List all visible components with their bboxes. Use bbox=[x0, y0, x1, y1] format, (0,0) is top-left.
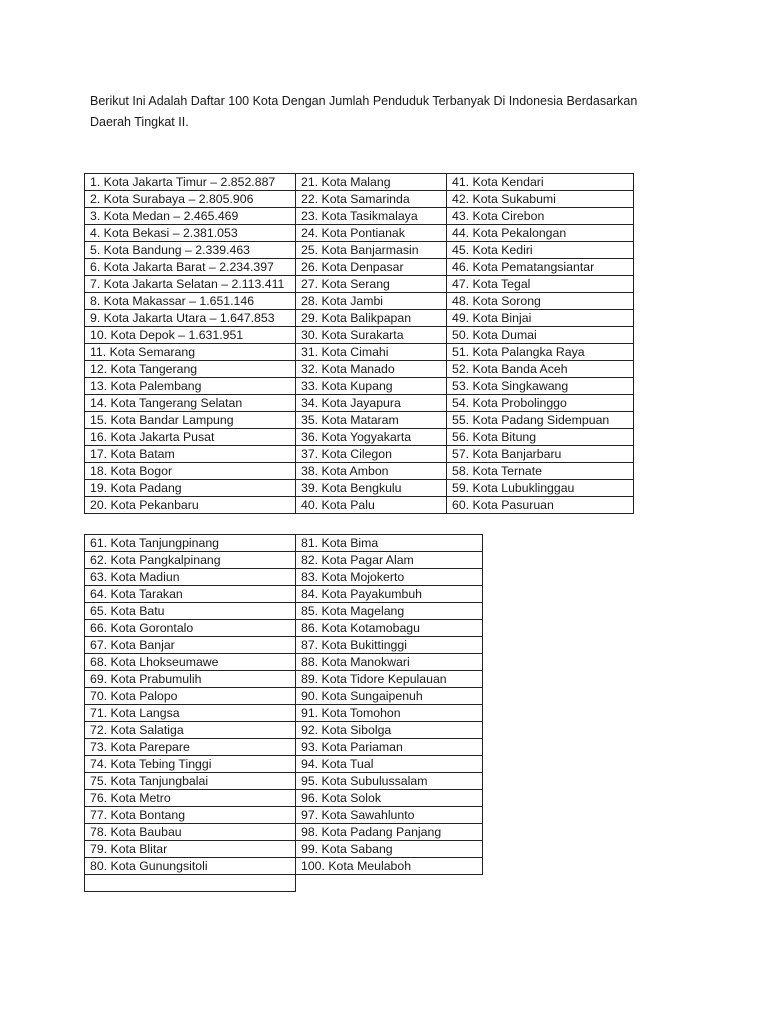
table-row bbox=[85, 586, 483, 603]
table-cell: 63. Kota Madiun bbox=[85, 569, 296, 586]
intro-line-1: Berikut Ini Adalah Daftar 100 Kota Dengan Jumlah Penduduk Terbanyak Di Indonesia Berdasarkan bbox=[90, 94, 638, 108]
table-row bbox=[85, 242, 634, 259]
table-cell: 25. Kota Banjarmasin bbox=[296, 242, 447, 259]
table-cell: 1. Kota Jakarta Timur – 2.852.887 bbox=[85, 174, 296, 191]
table-cell: 79. Kota Blitar bbox=[85, 841, 296, 858]
table-cell: 68. Kota Lhokseumawe bbox=[85, 654, 296, 671]
table-cell: 47. Kota Tegal bbox=[447, 276, 634, 293]
table-cell: 76. Kota Metro bbox=[85, 790, 296, 807]
table-cell: 82. Kota Pagar Alam bbox=[296, 552, 483, 569]
table-cell: 77. Kota Bontang bbox=[85, 807, 296, 824]
table-row bbox=[85, 790, 483, 807]
table-row bbox=[85, 620, 483, 637]
city-table-61-100 bbox=[84, 534, 483, 892]
table-cell: 55. Kota Padang Sidempuan bbox=[447, 412, 634, 429]
table-row-empty bbox=[85, 875, 483, 892]
city-table-1-60-body bbox=[85, 174, 634, 514]
table-row bbox=[85, 191, 634, 208]
table-cell: 40. Kota Palu bbox=[296, 497, 447, 514]
table-cell: 86. Kota Kotamobagu bbox=[296, 620, 483, 637]
table-row bbox=[85, 705, 483, 722]
table-cell: 90. Kota Sungaipenuh bbox=[296, 688, 483, 705]
table-cell: 91. Kota Tomohon bbox=[296, 705, 483, 722]
table-row bbox=[85, 293, 634, 310]
table-cell: 14. Kota Tangerang Selatan bbox=[85, 395, 296, 412]
table-cell: 99. Kota Sabang bbox=[296, 841, 483, 858]
table-cell: 75. Kota Tanjungbalai bbox=[85, 773, 296, 790]
table-cell: 33. Kota Kupang bbox=[296, 378, 447, 395]
table-row bbox=[85, 327, 634, 344]
table-row bbox=[85, 688, 483, 705]
table-row bbox=[85, 225, 634, 242]
table-cell: 100. Kota Meulaboh bbox=[296, 858, 483, 875]
table-cell: 23. Kota Tasikmalaya bbox=[296, 208, 447, 225]
table-row bbox=[85, 361, 634, 378]
table-row bbox=[85, 174, 634, 191]
table-cell: 27. Kota Serang bbox=[296, 276, 447, 293]
table-cell: 84. Kota Payakumbuh bbox=[296, 586, 483, 603]
table-cell: 9. Kota Jakarta Utara – 1.647.853 bbox=[85, 310, 296, 327]
table-cell: 18. Kota Bogor bbox=[85, 463, 296, 480]
table-cell: 30. Kota Surakarta bbox=[296, 327, 447, 344]
table-cell: 78. Kota Baubau bbox=[85, 824, 296, 841]
table-row bbox=[85, 807, 483, 824]
table-cell: 97. Kota Sawahlunto bbox=[296, 807, 483, 824]
table-cell: 95. Kota Subulussalam bbox=[296, 773, 483, 790]
table-cell: 88. Kota Manokwari bbox=[296, 654, 483, 671]
table-row bbox=[85, 497, 634, 514]
table-row bbox=[85, 654, 483, 671]
table-row bbox=[85, 535, 483, 552]
table-cell: 2. Kota Surabaya – 2.805.906 bbox=[85, 191, 296, 208]
table-cell: 7. Kota Jakarta Selatan – 2.113.411 bbox=[85, 276, 296, 293]
table-cell: 26. Kota Denpasar bbox=[296, 259, 447, 276]
table-cell: 56. Kota Bitung bbox=[447, 429, 634, 446]
table-cell: 70. Kota Palopo bbox=[85, 688, 296, 705]
table-cell: 64. Kota Tarakan bbox=[85, 586, 296, 603]
table-cell: 5. Kota Bandung – 2.339.463 bbox=[85, 242, 296, 259]
table-cell: 29. Kota Balikpapan bbox=[296, 310, 447, 327]
table-cell: 80. Kota Gunungsitoli bbox=[85, 858, 296, 875]
table-cell: 34. Kota Jayapura bbox=[296, 395, 447, 412]
table-cell: 98. Kota Padang Panjang bbox=[296, 824, 483, 841]
table-row bbox=[85, 310, 634, 327]
table-cell: 69. Kota Prabumulih bbox=[85, 671, 296, 688]
table-cell: 50. Kota Dumai bbox=[447, 327, 634, 344]
table-cell: 17. Kota Batam bbox=[85, 446, 296, 463]
table-cell: 59. Kota Lubuklinggau bbox=[447, 480, 634, 497]
table-cell: 3. Kota Medan – 2.465.469 bbox=[85, 208, 296, 225]
table-cell: 46. Kota Pematangsiantar bbox=[447, 259, 634, 276]
table-cell: 38. Kota Ambon bbox=[296, 463, 447, 480]
table-cell: 37. Kota Cilegon bbox=[296, 446, 447, 463]
table-cell: 62. Kota Pangkalpinang bbox=[85, 552, 296, 569]
intro-paragraph bbox=[90, 91, 680, 133]
table-cell: 49. Kota Binjai bbox=[447, 310, 634, 327]
table-row bbox=[85, 378, 634, 395]
table-row bbox=[85, 276, 634, 293]
table-row bbox=[85, 603, 483, 620]
table-cell: 42. Kota Sukabumi bbox=[447, 191, 634, 208]
table-cell: 21. Kota Malang bbox=[296, 174, 447, 191]
table-row bbox=[85, 463, 634, 480]
table-cell: 83. Kota Mojokerto bbox=[296, 569, 483, 586]
table-cell: 35. Kota Mataram bbox=[296, 412, 447, 429]
table-cell: 11. Kota Semarang bbox=[85, 344, 296, 361]
table-cell: 89. Kota Tidore Kepulauan bbox=[296, 671, 483, 688]
table-cell: 71. Kota Langsa bbox=[85, 705, 296, 722]
table-cell: 44. Kota Pekalongan bbox=[447, 225, 634, 242]
table-cell: 13. Kota Palembang bbox=[85, 378, 296, 395]
table-cell: 72. Kota Salatiga bbox=[85, 722, 296, 739]
table-row bbox=[85, 429, 634, 446]
table-cell: 74. Kota Tebing Tinggi bbox=[85, 756, 296, 773]
table-cell: 51. Kota Palangka Raya bbox=[447, 344, 634, 361]
table-cell: 73. Kota Parepare bbox=[85, 739, 296, 756]
table-cell: 52. Kota Banda Aceh bbox=[447, 361, 634, 378]
table-row bbox=[85, 824, 483, 841]
table-row bbox=[85, 739, 483, 756]
table-cell: 85. Kota Magelang bbox=[296, 603, 483, 620]
table-cell: 8. Kota Makassar – 1.651.146 bbox=[85, 293, 296, 310]
empty-cell bbox=[85, 875, 296, 892]
table-cell: 32. Kota Manado bbox=[296, 361, 447, 378]
table-cell: 92. Kota Sibolga bbox=[296, 722, 483, 739]
table-cell: 43. Kota Cirebon bbox=[447, 208, 634, 225]
table-cell: 93. Kota Pariaman bbox=[296, 739, 483, 756]
table-row bbox=[85, 756, 483, 773]
city-table-61-100-body bbox=[85, 535, 483, 892]
table-cell: 94. Kota Tual bbox=[296, 756, 483, 773]
intro-line-2: Daerah Tingkat II. bbox=[90, 115, 189, 129]
table-cell: 12. Kota Tangerang bbox=[85, 361, 296, 378]
table-cell: 28. Kota Jambi bbox=[296, 293, 447, 310]
table-row bbox=[85, 671, 483, 688]
table-cell: 81. Kota Bima bbox=[296, 535, 483, 552]
table-cell: 48. Kota Sorong bbox=[447, 293, 634, 310]
table-row bbox=[85, 858, 483, 875]
city-table-1-60 bbox=[84, 173, 634, 514]
table-cell: 87. Kota Bukittinggi bbox=[296, 637, 483, 654]
table-row bbox=[85, 344, 634, 361]
table-row bbox=[85, 773, 483, 790]
table-row bbox=[85, 395, 634, 412]
table-cell: 6. Kota Jakarta Barat – 2.234.397 bbox=[85, 259, 296, 276]
table-cell: 58. Kota Ternate bbox=[447, 463, 634, 480]
table-row bbox=[85, 552, 483, 569]
table-cell: 61. Kota Tanjungpinang bbox=[85, 535, 296, 552]
table-cell: 66. Kota Gorontalo bbox=[85, 620, 296, 637]
table-row bbox=[85, 208, 634, 225]
table-cell: 16. Kota Jakarta Pusat bbox=[85, 429, 296, 446]
table-row bbox=[85, 637, 483, 654]
table-row bbox=[85, 841, 483, 858]
table-row bbox=[85, 259, 634, 276]
empty-cell bbox=[296, 875, 483, 892]
table-row bbox=[85, 722, 483, 739]
table-cell: 20. Kota Pekanbaru bbox=[85, 497, 296, 514]
table-cell: 19. Kota Padang bbox=[85, 480, 296, 497]
table-cell: 4. Kota Bekasi – 2.381.053 bbox=[85, 225, 296, 242]
table-cell: 53. Kota Singkawang bbox=[447, 378, 634, 395]
table-cell: 54. Kota Probolinggo bbox=[447, 395, 634, 412]
table-row bbox=[85, 569, 483, 586]
table-cell: 15. Kota Bandar Lampung bbox=[85, 412, 296, 429]
table-cell: 41. Kota Kendari bbox=[447, 174, 634, 191]
table-cell: 31. Kota Cimahi bbox=[296, 344, 447, 361]
table-cell: 10. Kota Depok – 1.631.951 bbox=[85, 327, 296, 344]
table-cell: 36. Kota Yogyakarta bbox=[296, 429, 447, 446]
table-cell: 60. Kota Pasuruan bbox=[447, 497, 634, 514]
table-cell: 96. Kota Solok bbox=[296, 790, 483, 807]
table-cell: 67. Kota Banjar bbox=[85, 637, 296, 654]
table-cell: 57. Kota Banjarbaru bbox=[447, 446, 634, 463]
table-row bbox=[85, 412, 634, 429]
table-cell: 45. Kota Kediri bbox=[447, 242, 634, 259]
table-cell: 65. Kota Batu bbox=[85, 603, 296, 620]
table-cell: 39. Kota Bengkulu bbox=[296, 480, 447, 497]
table-row bbox=[85, 446, 634, 463]
table-cell: 24. Kota Pontianak bbox=[296, 225, 447, 242]
table-cell: 22. Kota Samarinda bbox=[296, 191, 447, 208]
table-row bbox=[85, 480, 634, 497]
